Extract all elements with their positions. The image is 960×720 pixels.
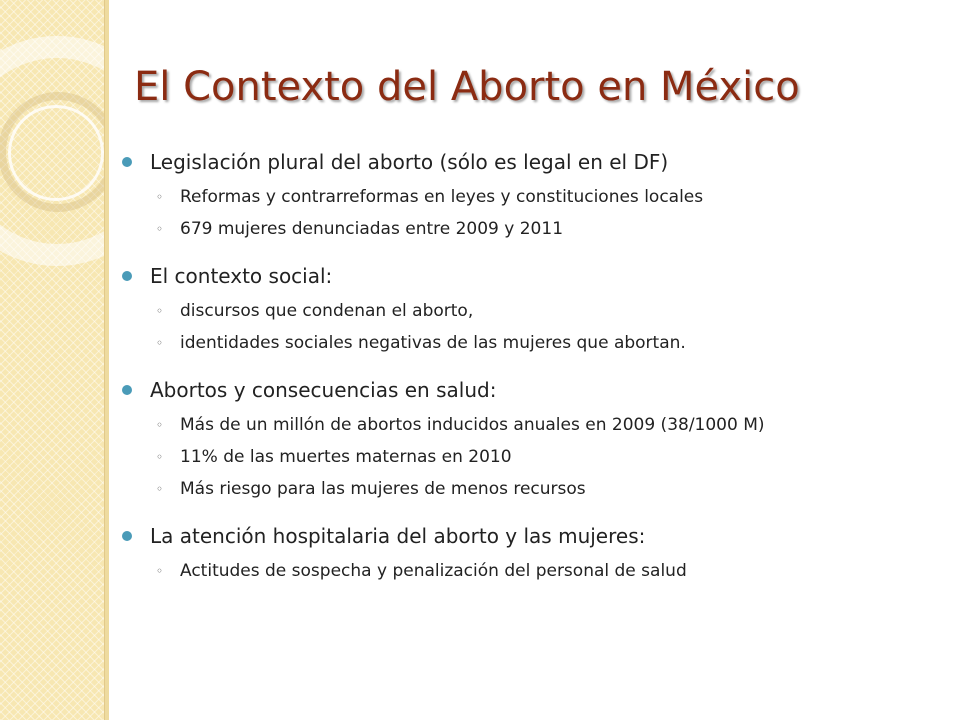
sub-bullet-marker-icon: ◦	[156, 418, 164, 432]
sub-bullet-text: Más riesgo para las mujeres de menos recursos	[180, 479, 586, 499]
sub-bullet-marker-icon: ◦	[156, 190, 164, 204]
bullet-text: La atención hospitalaria del aborto y las mujeres:	[150, 524, 646, 548]
bullet-dot-icon	[122, 531, 132, 541]
bullet-item	[120, 376, 940, 404]
sub-bullet-item	[120, 300, 940, 322]
sub-bullet-marker-icon: ◦	[156, 304, 164, 318]
bullet-text: Legislación plural del aborto (sólo es legal en el DF)	[150, 150, 669, 174]
section-atencion-hospitalaria	[120, 522, 940, 582]
sub-bullet-item	[120, 560, 940, 582]
bullet-dot-icon	[122, 271, 132, 281]
sub-bullet-marker-icon: ◦	[156, 482, 164, 496]
section-salud	[120, 376, 940, 500]
sub-bullet-text: Actitudes de sospecha y penalización del personal de salud	[180, 561, 687, 581]
sub-bullet-marker-icon: ◦	[156, 222, 164, 236]
section-contexto-social	[120, 262, 940, 354]
bullet-dot-icon	[122, 385, 132, 395]
sub-bullet-text: Más de un millón de abortos inducidos anuales en 2009 (38/1000 M)	[180, 415, 765, 435]
sub-bullet-text: 679 mujeres denunciadas entre 2009 y 2011	[180, 219, 564, 239]
section-legislacion	[120, 148, 940, 240]
bullet-text: Abortos y consecuencias en salud:	[150, 378, 497, 402]
sub-bullet-marker-icon: ◦	[156, 336, 164, 350]
sub-bullet-text: identidades sociales negativas de las mujeres que abortan.	[180, 333, 686, 353]
sub-bullet-text: discursos que condenan el aborto,	[180, 301, 474, 321]
sub-bullet-item	[120, 414, 940, 436]
sub-bullet-item	[120, 332, 940, 354]
sub-bullet-text: Reformas y contrarreformas en leyes y constituciones locales	[180, 187, 704, 207]
sub-bullet-item	[120, 446, 940, 468]
sub-bullet-marker-icon: ◦	[156, 564, 164, 578]
sub-bullet-item	[120, 478, 940, 500]
decorative-ring	[8, 105, 104, 201]
bullet-item	[120, 262, 940, 290]
sub-bullet-text: 11% de las muertes maternas en 2010	[180, 447, 512, 467]
bullet-item	[120, 522, 940, 550]
sub-bullet-item	[120, 218, 940, 240]
bullet-text: El contexto social:	[150, 264, 333, 288]
sub-bullet-marker-icon: ◦	[156, 450, 164, 464]
slide-title: El Contexto del Aborto en México	[134, 64, 800, 110]
sub-bullet-item	[120, 186, 940, 208]
decorative-side-band	[0, 0, 104, 720]
bullet-dot-icon	[122, 157, 132, 167]
side-band-edge	[104, 0, 109, 720]
slide-content	[120, 148, 940, 604]
bullet-item	[120, 148, 940, 176]
